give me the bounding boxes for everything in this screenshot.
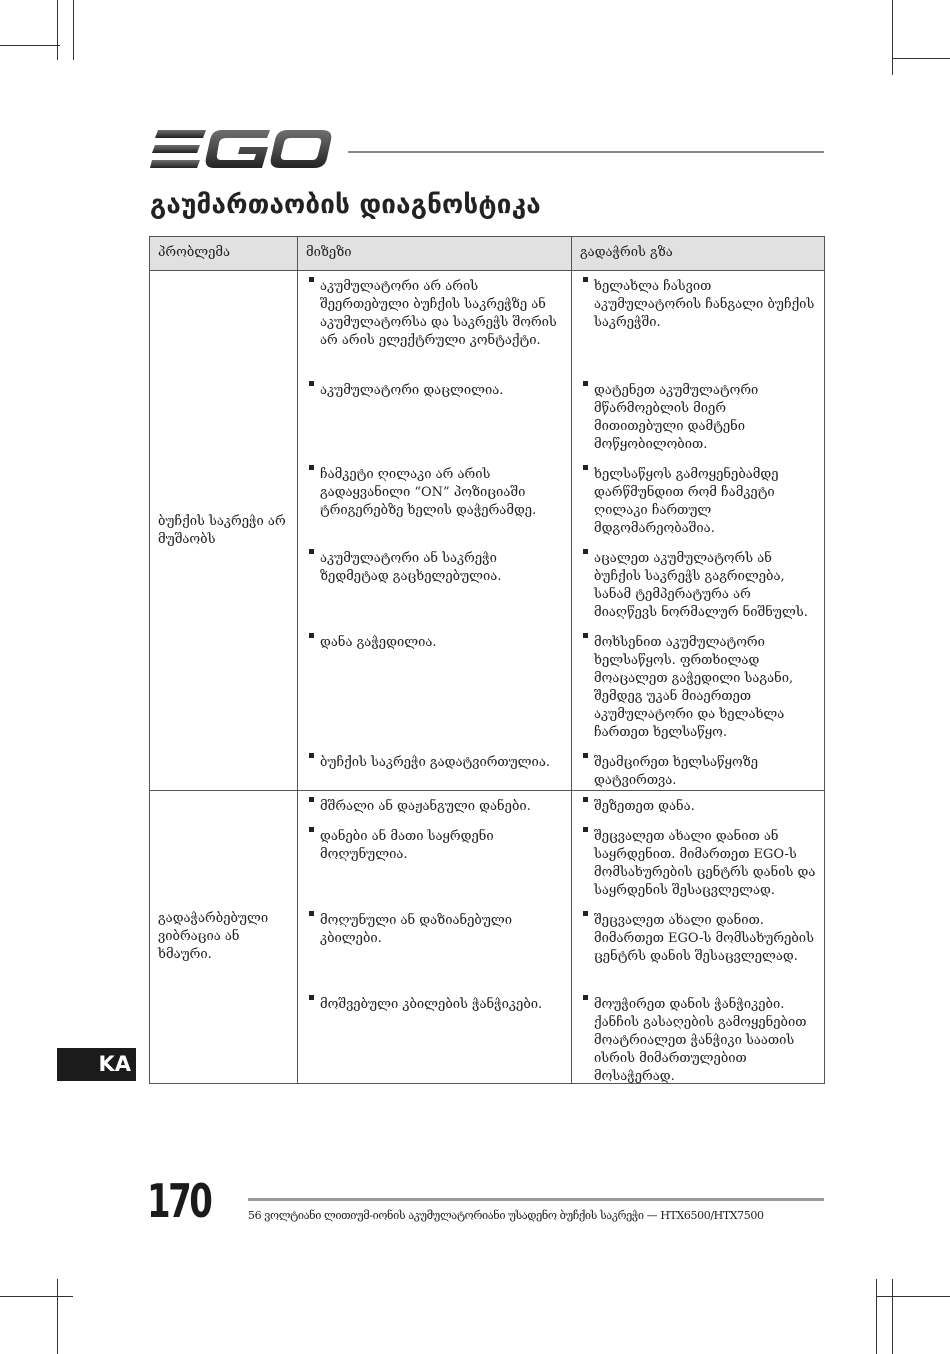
cause-cell <box>298 791 572 1084</box>
cause-item: აკუმულატორი ან საკრეჭი ზედმეტად გაცხელებულია. <box>298 543 571 627</box>
solution-item: აცალეთ აკუმულატორს ან ბუჩქის საკრეჭს გაგრილება, სანამ ტემპერატურა არ მიაღწევს ნორმალურ ნიშნულს. <box>572 543 824 627</box>
header-cause: მიზეზი <box>298 237 572 271</box>
solution-item: ხელსაწყოს გამოყენებამდე დარწმუნდით რომ ჩამკეტი ღილაკი ჩართულ მდგომარეობაშია. <box>572 459 824 543</box>
footer-rule <box>248 1198 824 1201</box>
cause-item: დანა გაჭედილია. <box>298 627 571 747</box>
footer-text: 56 ვოლტიანი ლითიუმ-იონის აკუმულატორიანი უსადენო ბუჩქის საკრეჭი — HTX6500/HTX7500 <box>248 1209 764 1222</box>
crop-mark <box>0 1296 73 1297</box>
page-title: გაუმართაობის დიაგნოსტიკა <box>150 190 541 220</box>
table-row <box>150 271 825 791</box>
cause-cell <box>298 271 572 791</box>
problem-text: ბუჩქის საკრეჭი არ მუშაობს <box>158 513 286 547</box>
crop-mark <box>892 0 893 75</box>
crop-mark <box>876 1279 877 1354</box>
header-solution: გადაჭრის გზა <box>572 237 825 271</box>
cause-item: დანები ან მათი საყრდენი მოღუნულია. <box>298 821 571 905</box>
cause-item: აკუმულატორი დაცლილია. <box>298 375 571 459</box>
cause-item: მოშვებული კბილების ჭანჭიკები. <box>298 989 571 1083</box>
crop-mark <box>892 58 950 59</box>
crop-mark <box>57 1279 58 1354</box>
cause-item: ბუჩქის საკრეჭი გადატვირთულია. <box>298 747 571 790</box>
header-problem: პრობლემა <box>150 237 298 271</box>
problem-cell <box>150 791 298 1084</box>
problem-text: გადაჭარბებული ვიბრაცია ან ხმაური. <box>158 911 269 962</box>
page-number: 170 <box>147 1174 211 1228</box>
solution-cell <box>572 271 825 791</box>
solution-item: დატენეთ აკუმულატორი მწარმოებლის მიერ მითითებული დამტენი მოწყობილობით. <box>572 375 824 459</box>
crop-mark <box>876 1296 950 1297</box>
cause-item: ჩამკეტი ღილაკი არ არის გადაყვანილი “ON” პოზიციაში ტრიგერებზე ხელის დაჭერამდე. <box>298 459 571 543</box>
table-row <box>150 791 825 1084</box>
crop-mark <box>0 45 60 46</box>
crop-mark <box>73 0 74 60</box>
cause-item: მშრალი ან დაჟანგული დანები. <box>298 791 571 821</box>
language-tab <box>57 1048 136 1081</box>
solution-item: ხელახლა ჩასვით აკუმულატორის ჩანგალი ბუჩქის საკრეჭში. <box>572 271 824 375</box>
troubleshooting-table <box>149 236 825 1084</box>
cause-item: მოღუნული ან დაზიანებული კბილები. <box>298 905 571 989</box>
solution-item: შეამცირეთ ხელსაწყოზე დატვირთვა. <box>572 747 824 790</box>
table-header-row <box>150 237 825 271</box>
solution-item: შეზეთეთ დანა. <box>572 791 824 821</box>
header-rule <box>348 151 824 153</box>
solution-cell <box>572 791 825 1084</box>
crop-mark <box>57 0 58 60</box>
solution-item: შეცვალეთ ახალი დანით. მიმართეთ EGO-ს მომსახურების ცენტრს დანის შესაცვლელად. <box>572 905 824 989</box>
cause-item: აკუმულატორი არ არის შეერთებული ბუჩქის საკრეჭზე ან აკუმულატორსა და საკრეჭს შორის არ არის ელექტრული კონტაქტი. <box>298 271 571 375</box>
crop-mark <box>892 1279 893 1354</box>
problem-cell <box>150 271 298 791</box>
language-code: KA <box>98 1052 131 1076</box>
ego-logo <box>150 128 332 172</box>
solution-item: მოხსენით აკუმულატორი ხელსაწყოს. ფრთხილად მოაცალეთ გაჭედილი საგანი, შემდეგ უკან მიაერთეთ აკუმულატორი და ხელახლა ჩართეთ ხელსაწყო. <box>572 627 824 747</box>
solution-item: მოუჭირეთ დანის ჭანჭიკები. ქანჩის გასაღების გამოყენებით მოატრიალეთ ჭანჭიკი საათის ისრის მიმართულებით მოსაჭერად. <box>572 989 824 1083</box>
solution-item: შეცვალეთ ახალი დანით ან საყრდენით. მიმართეთ EGO-ს მომსახურების ცენტრს დანის და საყრდენის შესაცვლელად. <box>572 821 824 905</box>
